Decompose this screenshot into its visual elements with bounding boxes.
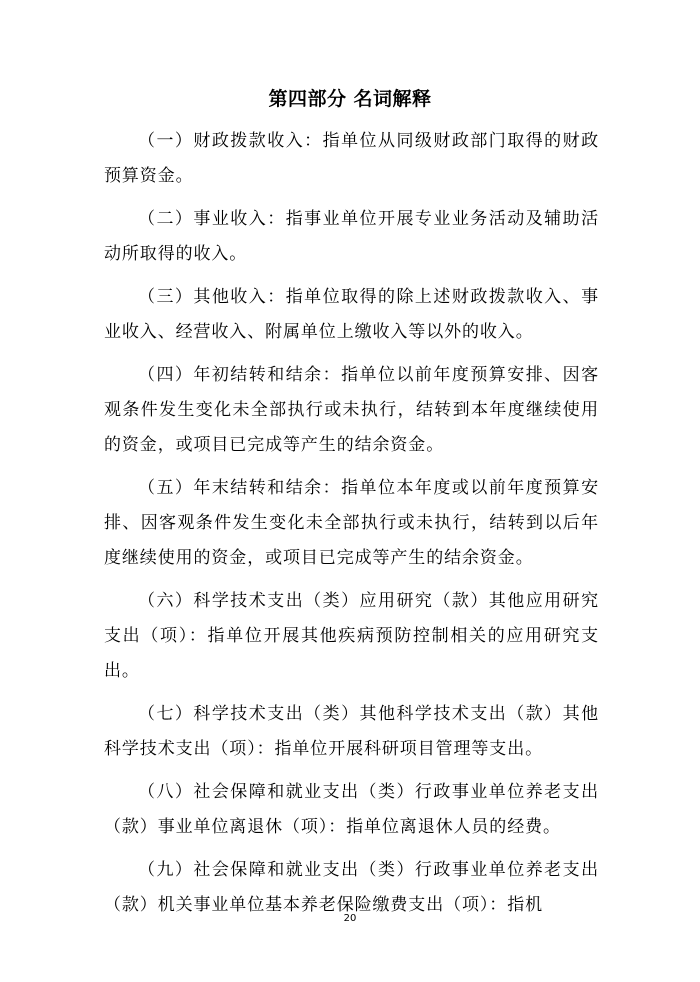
paragraph-applied-research-expenditure: （六）科学技术支出（类）应用研究（款）其他应用研究支出（项）：指单位开展其他疾病预防控制相关的应用研究支出。 xyxy=(104,591,599,681)
paragraph-other-income: （三）其他收入：指单位取得的除上述财政拨款收入、事业收入、经营收入、附属单位上缴收入等以外的收入。 xyxy=(104,287,599,342)
paragraph-year-end-carryover: （五）年末结转和结余：指单位本年度或以前年度预算安排、因客观条件发生变化未全部执行或未执行，结转到以后年度继续使用的资金，或项目已完成等产生的结余资金。 xyxy=(104,478,599,568)
page-title: 第四部分 名词解释 xyxy=(268,88,432,110)
paragraph-other-science-expenditure: （七）科学技术支出（类）其他科学技术支出（款）其他科学技术支出（项）：指单位开展科研项目管理等支出。 xyxy=(104,704,599,759)
paragraph-beginning-carryover: （四）年初结转和结余：指单位以前年度预算安排、因客观条件发生变化未全部执行或未执行，结转到本年度继续使用的资金，或项目已完成等产生的结余资金。 xyxy=(104,365,599,455)
paragraph-pension-insurance-expenditure: （九）社会保障和就业支出（类）行政事业单位养老支出（款）机关事业单位基本养老保险缴费支出（项）：指机 xyxy=(104,860,599,915)
document-body xyxy=(104,124,599,931)
paragraph-fiscal-appropriation-income: （一）财政拨款收入：指单位从同级财政部门取得的财政预算资金。 xyxy=(104,131,599,186)
paragraph-retirement-expenditure: （八）社会保障和就业支出（类）行政事业单位养老支出（款）事业单位离退休（项）：指单位离退休人员的经费。 xyxy=(104,782,599,837)
page-number: 20 xyxy=(343,913,357,924)
paragraph-business-income: （二）事业收入：指事业单位开展专业业务活动及辅助活动所取得的收入。 xyxy=(104,209,599,264)
